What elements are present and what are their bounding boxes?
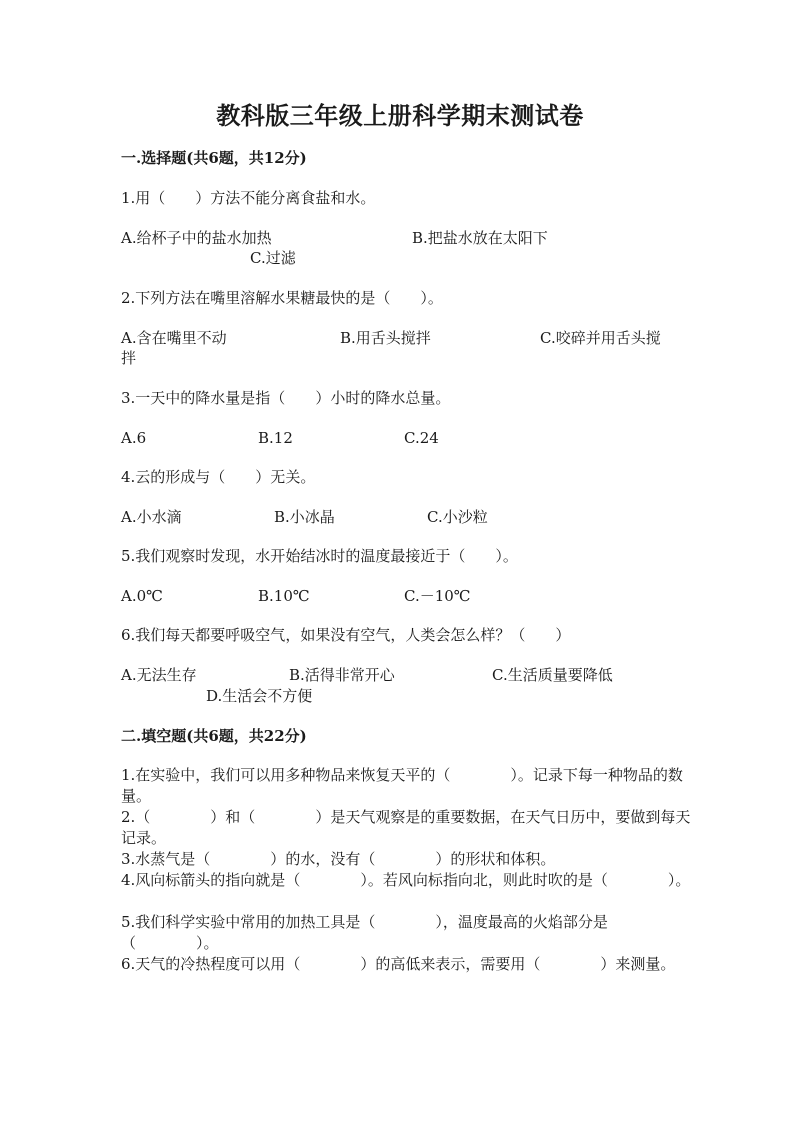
question-stem: 5.我们观察时发现，水开始结冰时的温度最接近于（ ）。: [121, 547, 518, 565]
option-c: C.生活质量要降低: [492, 666, 613, 684]
question-stem: 6.我们每天都要呼吸空气，如果没有空气，人类会怎么样？（ ）: [121, 626, 571, 644]
option-c-wrap: 拌: [121, 349, 137, 367]
question-stem: 4.云的形成与（ ）无关。: [121, 468, 316, 486]
option-a: A.小水滴: [121, 508, 182, 526]
fill-question: 5.我们科学实验中常用的加热工具是（ ），温度最高的火焰部分是（ ）。: [121, 913, 608, 952]
option-c: C.咬碎并用舌头搅: [540, 329, 661, 347]
question-stem: 1.用（ ）方法不能分离食盐和水。: [121, 189, 376, 207]
option-a: A.无法生存: [121, 666, 197, 684]
section-heading-choice: 一.选择题(共6题，共12分): [121, 149, 307, 167]
option-c: C.－10℃: [404, 587, 471, 605]
option-b: B.小冰晶: [274, 508, 335, 526]
option-a: A.6: [121, 429, 147, 447]
fill-question: 2.（ ）和（ ）是天气观察是的重要数据，在天气日历中，要做到每天记录。: [121, 808, 691, 847]
question-stem: 3.一天中的降水量是指（ ）小时的降水总量。: [121, 389, 451, 407]
option-a: A.0℃: [121, 587, 163, 605]
page-title: 教科版三年级上册科学期末测试卷: [216, 101, 584, 130]
question-stem: 2.下列方法在嘴里溶解水果糖最快的是（ ）。: [121, 289, 443, 307]
option-b: B.10℃: [258, 587, 310, 605]
fill-question: 1.在实验中，我们可以用多种物品来恢复天平的（ ）。记录下每一种物品的数量。: [121, 766, 683, 805]
option-a: A.给杯子中的盐水加热: [121, 229, 272, 247]
section-heading-fill: 二.填空题(共6题，共22分): [121, 727, 307, 745]
fill-question: 6.天气的冷热程度可以用（ ）的高低来表示，需要用（ ）来测量。: [121, 955, 676, 973]
option-c: C.24: [404, 429, 439, 447]
option-b: B.把盐水放在太阳下: [412, 229, 548, 247]
option-b: B.用舌头搅拌: [340, 329, 431, 347]
option-d: D.生活会不方便: [206, 687, 313, 705]
option-b: B.12: [258, 429, 293, 447]
option-a: A.含在嘴里不动: [121, 329, 227, 347]
option-c: C.过滤: [250, 249, 296, 267]
option-b: B.活得非常开心: [289, 666, 395, 684]
option-c: C.小沙粒: [427, 508, 488, 526]
fill-question: 4.风向标箭头的指向就是（ ）。若风向标指向北，则此时吹的是（ ）。: [121, 871, 691, 889]
fill-question: 3.水蒸气是（ ）的水，没有（ ）的形状和体积。: [121, 850, 556, 868]
